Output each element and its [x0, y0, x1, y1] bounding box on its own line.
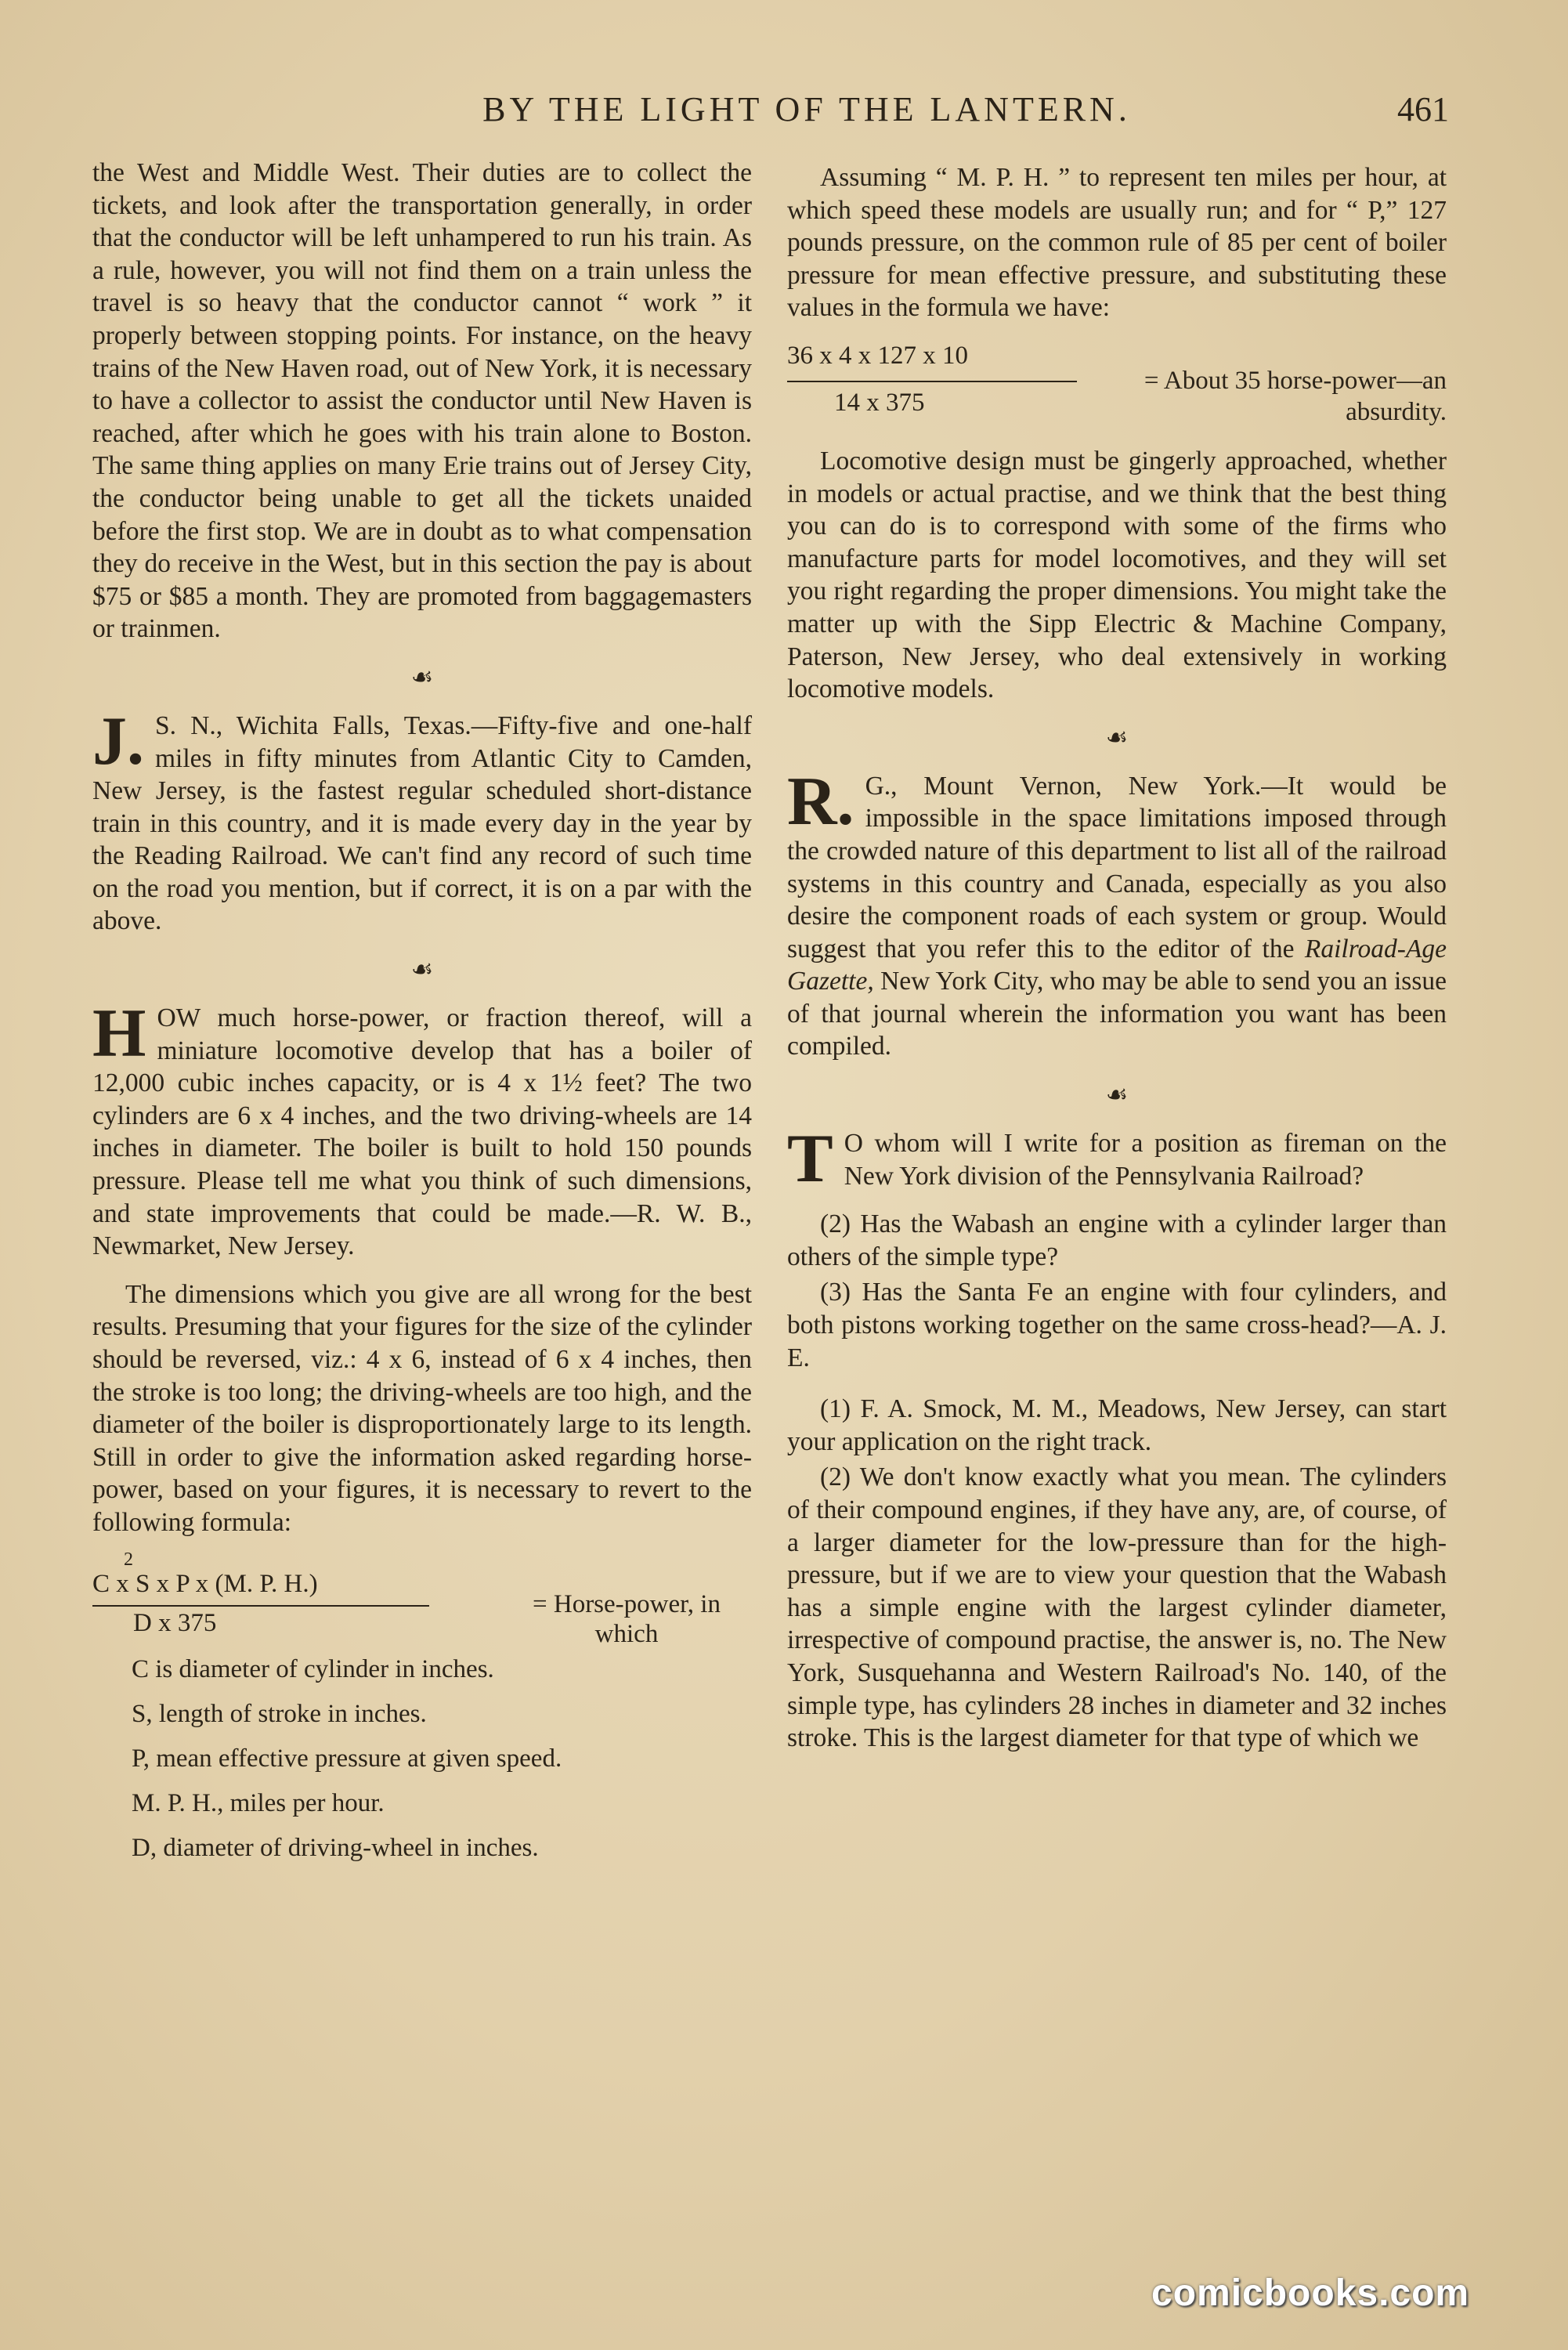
definition-line: S, length of stroke in inches. [132, 1699, 427, 1728]
paragraph-conductors: the West and Middle West. Their duties are to collect the tickets, and look after the transportation generally, in order that the conductor will be left unhampered to run his train. As a rule, however, you will not find them on a train unless the travel is so heavy that the conductor cannot “ work ” it properly between stopping points. For instance, on the heavy trains of the New Haven road, out of New York, it is necessary to have a collector to assist the conductor until New Haven is reached, after which he goes with his train alone to Boston. The same thing applies on many Erie trains out of Jersey City, the conductor being unable to get all the tickets unaided before the first stop. We are in doubt as to what compensation they do receive in the West, but in this section the pay is about $75 or $85 a month. They are promoted from baggagemasters or trainmen. [92, 158, 752, 644]
answer-mount-vernon-text-end: New York City, who may be able to send you an issue of that journal wherein the information you want has been compiled. [787, 967, 1447, 1061]
answer-horse-power: The dimensions which you give are all wrong for the best results. Presuming that your figures for the size of the cylinder should be reversed, viz.: 4 x 6, instead of 6 x 4 inches, then the stroke is too long; the driving-wheels are too high, and the diameter of the boiler is disproportionately large to its length. Still in order to give the information asked regarding horse-power, based on your figures, it is necessary to revert to the following formula: [92, 1279, 752, 1537]
question-wabash: (2) Has the Wabash an engine with a cylinder larger than others of the simple type? [787, 1209, 1447, 1271]
formula-result: = Horse-power, in which [533, 1589, 721, 1648]
page-number: 461 [1397, 90, 1449, 128]
answer-mount-vernon [787, 763, 1447, 1063]
answer-fireman: (1) F. A. Smock, M. M., Meadows, New Jersey, can start your application on the right track. [787, 1394, 1447, 1456]
answer-wichita-falls [92, 703, 752, 938]
left-column [92, 157, 752, 1878]
paragraph-locomotive-design: Locomotive design must be gingerly approached, whether in models or actual practise, and we think that the best thing you can do is to correspond with some of the firms who manufacture parts for model locomotives, and they will set you right regarding the proper dimensions. You might take the matter up with the Sipp Electric & Machine Company, Paterson, New Jersey, who deal extensively in working locomotive models. [787, 446, 1447, 704]
question-fireman-text: O whom will I write for a position as fireman on the New York division of the Pennsylvania Railroad? [844, 1129, 1447, 1191]
question-fireman [787, 1121, 1447, 1198]
formula-definitions [92, 1655, 752, 1863]
question-santa-fe: (3) Has the Santa Fe an engine with four cylinders, and both pistons working together on the same cross-head?—A. J. E. [787, 1278, 1447, 1372]
answer-wabash: (2) We don't know exactly what you mean. The cylinders of their compound engines, if they have any, are, of course, of a larger diameter for the low-pressure than for the high-pressure, but if we are to view your question that the Wabash has a simple engine with the largest cylinder diameter, irrespective of compound practise, the answer is, no. The New York, Susquehanna and Western Railroad's No. 140, of the simple type, has cylinders 28 inches in diameter and 32 inches stroke. This is the largest diameter for that type of which we [787, 1462, 1447, 1753]
journal-title: Railroad-Age Gazette, [787, 934, 1447, 996]
formula-superscript: 2 [124, 1549, 133, 1570]
formula-denominator: D x 375 [133, 1608, 217, 1637]
drop-cap: T [787, 1121, 833, 1198]
formula-numerator: 36 x 4 x 127 x 10 [787, 341, 968, 370]
ornament-divider: ☙ [1105, 1080, 1129, 1109]
ornament-divider: ☙ [1105, 722, 1129, 751]
formula-numerator: C x S x P x (M. P. H.) [92, 1569, 318, 1598]
watermark-logo: comicbooks.com [1151, 2272, 1470, 2314]
question-horse-power-text: OW much horse-power, or fraction thereof, will a miniature locomotive develop that has a boiler of 12,000 cubic inches capacity, or is 4 x 1½ feet? The two cylinders are 6 x 4 inches, and the two driving-wheels are 14 inches in diameter. The boiler is built to hold 150 pounds pressure. Please tell me what you think of such dimensions, and state improvements that could be made.—R. W. B., Newmarket, New Jersey. [92, 1003, 752, 1261]
ornament-divider: ☙ [410, 662, 434, 691]
ornament-divider: ☙ [410, 955, 434, 984]
answer-mount-vernon-text: G., Mount Vernon, New York.—It would be impossible in the space limitations imposed through the crowded nature of this department to list all of the railroad systems in this country and Canada, especially as you also desire the component roads of each system or group. Would suggest that you refer this to the editor of the [787, 771, 1447, 964]
definition-line: M. P. H., miles per hour. [132, 1788, 385, 1817]
definition-line: P, mean effective pressure at given speed. [132, 1744, 562, 1773]
drop-cap: J. [92, 703, 144, 779]
drop-cap: R. [787, 763, 854, 840]
horse-power-formula [92, 1549, 752, 1655]
formula-denominator: 14 x 375 [834, 388, 925, 417]
fraction-bar [92, 1605, 429, 1607]
answer-wichita-falls-text: S. N., Wichita Falls, Texas.—Fifty-five and one-half miles in fifty minutes from Atlantic City to Camden, New Jersey, is the fastest regular scheduled short-distance train in this country, and it is made every day in the year by the Reading Railroad. We can't find any record of such time on the road you mention, but if correct, it is on a par with the above. [92, 710, 752, 936]
question-horse-power [92, 996, 752, 1263]
fraction-bar [787, 381, 1077, 382]
calculation-formula [787, 340, 1447, 434]
drop-cap: H [92, 996, 146, 1072]
definition-line: D, diameter of driving-wheel in inches. [132, 1833, 539, 1862]
right-column [787, 161, 1447, 1770]
definition-line: C is diameter of cylinder in inches. [132, 1654, 494, 1683]
running-head: BY THE LIGHT OF THE LANTERN. [482, 90, 1131, 128]
paragraph-assuming: Assuming “ M. P. H. ” to represent ten miles per hour, at which speed these models are usually run; and for “ P,” 127 pounds pressure, on the common rule of 85 per cent of boiler pressure for mean effective pressure, and substituting these values in the formula we have: [787, 163, 1447, 323]
formula-result: = About 35 horse-power—an absurdity. [1143, 366, 1447, 426]
